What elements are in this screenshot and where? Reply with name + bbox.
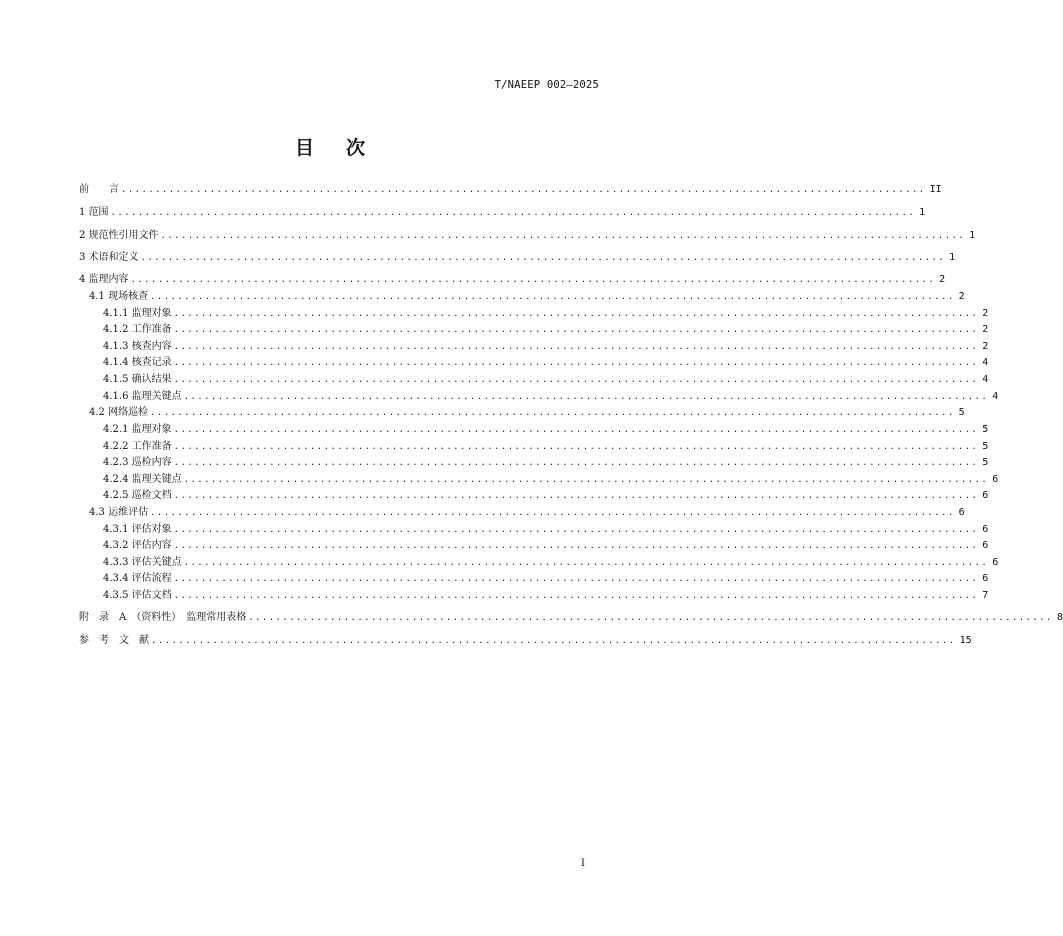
- toc-leader-dots: ......................................................................................................................: [173, 458, 979, 468]
- toc-entry-label: 4.2 网络巡检: [89, 407, 149, 418]
- toc-entry-4-3[interactable]: [89, 506, 965, 520]
- toc-entry-page: 2: [939, 274, 946, 285]
- toc-leader-dots: ......................................................................................................................: [173, 525, 979, 535]
- toc-entry-page: 6: [982, 540, 989, 551]
- toc-entry-page: 4: [982, 357, 989, 368]
- toc-entry-label: 4.3.1 评估对象: [103, 524, 172, 535]
- toc-entry-page: 2: [982, 341, 989, 352]
- toc-entry-label: 4.3 运维评估: [89, 507, 149, 518]
- toc-entry-page: 5: [958, 407, 965, 418]
- toc-leader-dots: ......................................................................................................................: [173, 375, 979, 385]
- toc-entry-label: 4.2.5 巡检文档: [103, 490, 172, 501]
- toc-entry-page: 6: [982, 573, 989, 584]
- toc-entry-label: 4.2.2 工作准备: [103, 441, 172, 452]
- toc-entry-page: II: [929, 184, 942, 195]
- toc-entry-label: 4.1 现场核查: [89, 291, 149, 302]
- document-code: T/NAEEP 002—2025: [494, 79, 599, 91]
- page-number: I: [581, 858, 585, 869]
- toc-leader-dots: ......................................................................................................................: [110, 208, 916, 218]
- toc-leader-dots: ......................................................................................................................: [173, 491, 979, 501]
- page-title: [0, 133, 662, 160]
- toc-entry-label: 4.3.4 评估流程: [103, 573, 172, 584]
- toc-leader-dots: ......................................................................................................................: [173, 425, 979, 435]
- toc-entry-label: 4.1.5 确认结果: [103, 374, 172, 385]
- toc-entry-page: 2: [982, 308, 989, 319]
- toc-entry-page: 6: [982, 524, 989, 535]
- toc-entry-label: 4.1.6 监理关键点: [103, 391, 182, 402]
- toc-entry-page: 4: [992, 391, 999, 402]
- toc-entry-label: 4 监理内容: [79, 274, 129, 285]
- toc-leader-dots: ......................................................................................................................: [151, 636, 956, 646]
- toc-leader-dots: ......................................................................................................................: [173, 358, 979, 368]
- toc-entry-4-3-4[interactable]: [103, 572, 989, 586]
- toc-entry-foreword[interactable]: [79, 183, 942, 197]
- toc-entry-page: 2: [982, 324, 989, 335]
- toc-entry-label: 附 录 A （资料性） 监理常用表格: [79, 612, 247, 623]
- toc-entry-4-1-2[interactable]: [103, 323, 989, 337]
- toc-entry-page: 15: [959, 635, 972, 646]
- toc-entry-4-3-3[interactable]: [103, 556, 999, 570]
- toc-entry-page: 4: [982, 374, 989, 385]
- toc-entry-4-2-5[interactable]: [103, 489, 989, 503]
- toc-leader-dots: ......................................................................................................................: [248, 613, 1053, 623]
- toc-entry-label: 4.1.2 工作准备: [103, 324, 172, 335]
- toc-entry-4-2-2[interactable]: [103, 440, 989, 454]
- toc-entry-label: 2 规范性引用文件: [79, 230, 159, 241]
- toc-leader-dots: ......................................................................................................................: [130, 275, 936, 285]
- toc-entry-page: 1: [919, 207, 926, 218]
- toc-entry-scope[interactable]: [79, 206, 926, 220]
- toc-entry-page: 5: [982, 424, 989, 435]
- toc-entry-4-2-1[interactable]: [103, 423, 989, 437]
- toc-entry-4-2-3[interactable]: [103, 456, 989, 470]
- toc-leader-dots: ......................................................................................................................: [173, 309, 979, 319]
- toc-entry-label: 4.1.3 核查内容: [103, 341, 172, 352]
- toc-leader-dots: ......................................................................................................................: [150, 408, 955, 418]
- toc-entry-references[interactable]: [79, 634, 972, 648]
- toc-leader-dots: ......................................................................................................................: [150, 508, 955, 518]
- toc-entry-page: 6: [992, 557, 999, 568]
- toc-entry-4-2-4[interactable]: [103, 473, 999, 487]
- toc-leader-dots: ......................................................................................................................: [150, 292, 955, 302]
- toc-leader-dots: ......................................................................................................................: [160, 231, 966, 241]
- toc-leader-dots: ......................................................................................................................: [140, 253, 946, 263]
- toc-entry-label: 4.2.3 巡检内容: [103, 457, 172, 468]
- toc-leader-dots: ......................................................................................................................: [183, 558, 989, 568]
- toc-entry-4-1-6[interactable]: [103, 390, 999, 404]
- toc-entry-label: 4.1.4 核查记录: [103, 357, 172, 368]
- toc-entry-label: 3 术语和定义: [79, 252, 139, 263]
- toc-entry-appendix-a[interactable]: [79, 611, 1063, 625]
- toc-entry-4-1-4[interactable]: [103, 356, 989, 370]
- toc-entry-label: 4.2.4 监理关键点: [103, 474, 182, 485]
- toc-entry-section-4[interactable]: [79, 273, 946, 287]
- toc-entry-4-3-5[interactable]: [103, 589, 989, 603]
- toc-leader-dots: ......................................................................................................................: [173, 342, 979, 352]
- toc-entry-4-1-1[interactable]: [103, 307, 989, 321]
- toc-entry-page: 6: [958, 507, 965, 518]
- toc-leader-dots: ......................................................................................................................: [183, 392, 989, 402]
- toc-entry-4-3-1[interactable]: [103, 523, 989, 537]
- toc-leader-dots: ......................................................................................................................: [183, 475, 989, 485]
- toc-entry-4-3-2[interactable]: [103, 539, 989, 553]
- toc-entry-page: 7: [982, 590, 989, 601]
- toc-entry-page: 2: [958, 291, 965, 302]
- toc-leader-dots: ......................................................................................................................: [173, 541, 979, 551]
- toc-entry-page: 1: [969, 230, 976, 241]
- toc-entry-label: 4.1.1 监理对象: [103, 308, 172, 319]
- title-part-2: 次: [346, 137, 368, 159]
- toc-entry-page: 5: [982, 441, 989, 452]
- toc-entry-terms[interactable]: [79, 251, 956, 265]
- toc-entry-label: 4.2.1 监理对象: [103, 424, 172, 435]
- toc-entry-4-1[interactable]: [89, 290, 965, 304]
- toc-entry-label: 4.3.3 评估关键点: [103, 557, 182, 568]
- toc-entry-4-1-3[interactable]: [103, 340, 989, 354]
- toc-entry-label: 1 范围: [79, 207, 109, 218]
- title-part-1: 目: [294, 137, 316, 159]
- toc-leader-dots: ......................................................................................................................: [121, 185, 926, 195]
- toc-leader-dots: ......................................................................................................................: [173, 574, 979, 584]
- toc-entry-page: 5: [982, 457, 989, 468]
- toc-entry-label: 4.3.2 评估内容: [103, 540, 172, 551]
- toc-entry-label: 4.3.5 评估文档: [103, 590, 172, 601]
- toc-entry-page: 8: [1056, 612, 1063, 623]
- toc-leader-dots: ......................................................................................................................: [173, 325, 979, 335]
- toc-entry-normative-references[interactable]: [79, 229, 976, 243]
- toc-entry-label: 参 考 文 献: [79, 635, 149, 646]
- toc-entry-page: 1: [949, 252, 956, 263]
- toc-entry-label: 前 言: [79, 184, 119, 195]
- toc-entry-page: 6: [992, 474, 999, 485]
- toc-entry-4-2[interactable]: [89, 406, 965, 420]
- toc-entry-4-1-5[interactable]: [103, 373, 989, 387]
- toc-leader-dots: ......................................................................................................................: [173, 591, 979, 601]
- toc-entry-page: 6: [982, 490, 989, 501]
- toc-leader-dots: ......................................................................................................................: [173, 442, 979, 452]
